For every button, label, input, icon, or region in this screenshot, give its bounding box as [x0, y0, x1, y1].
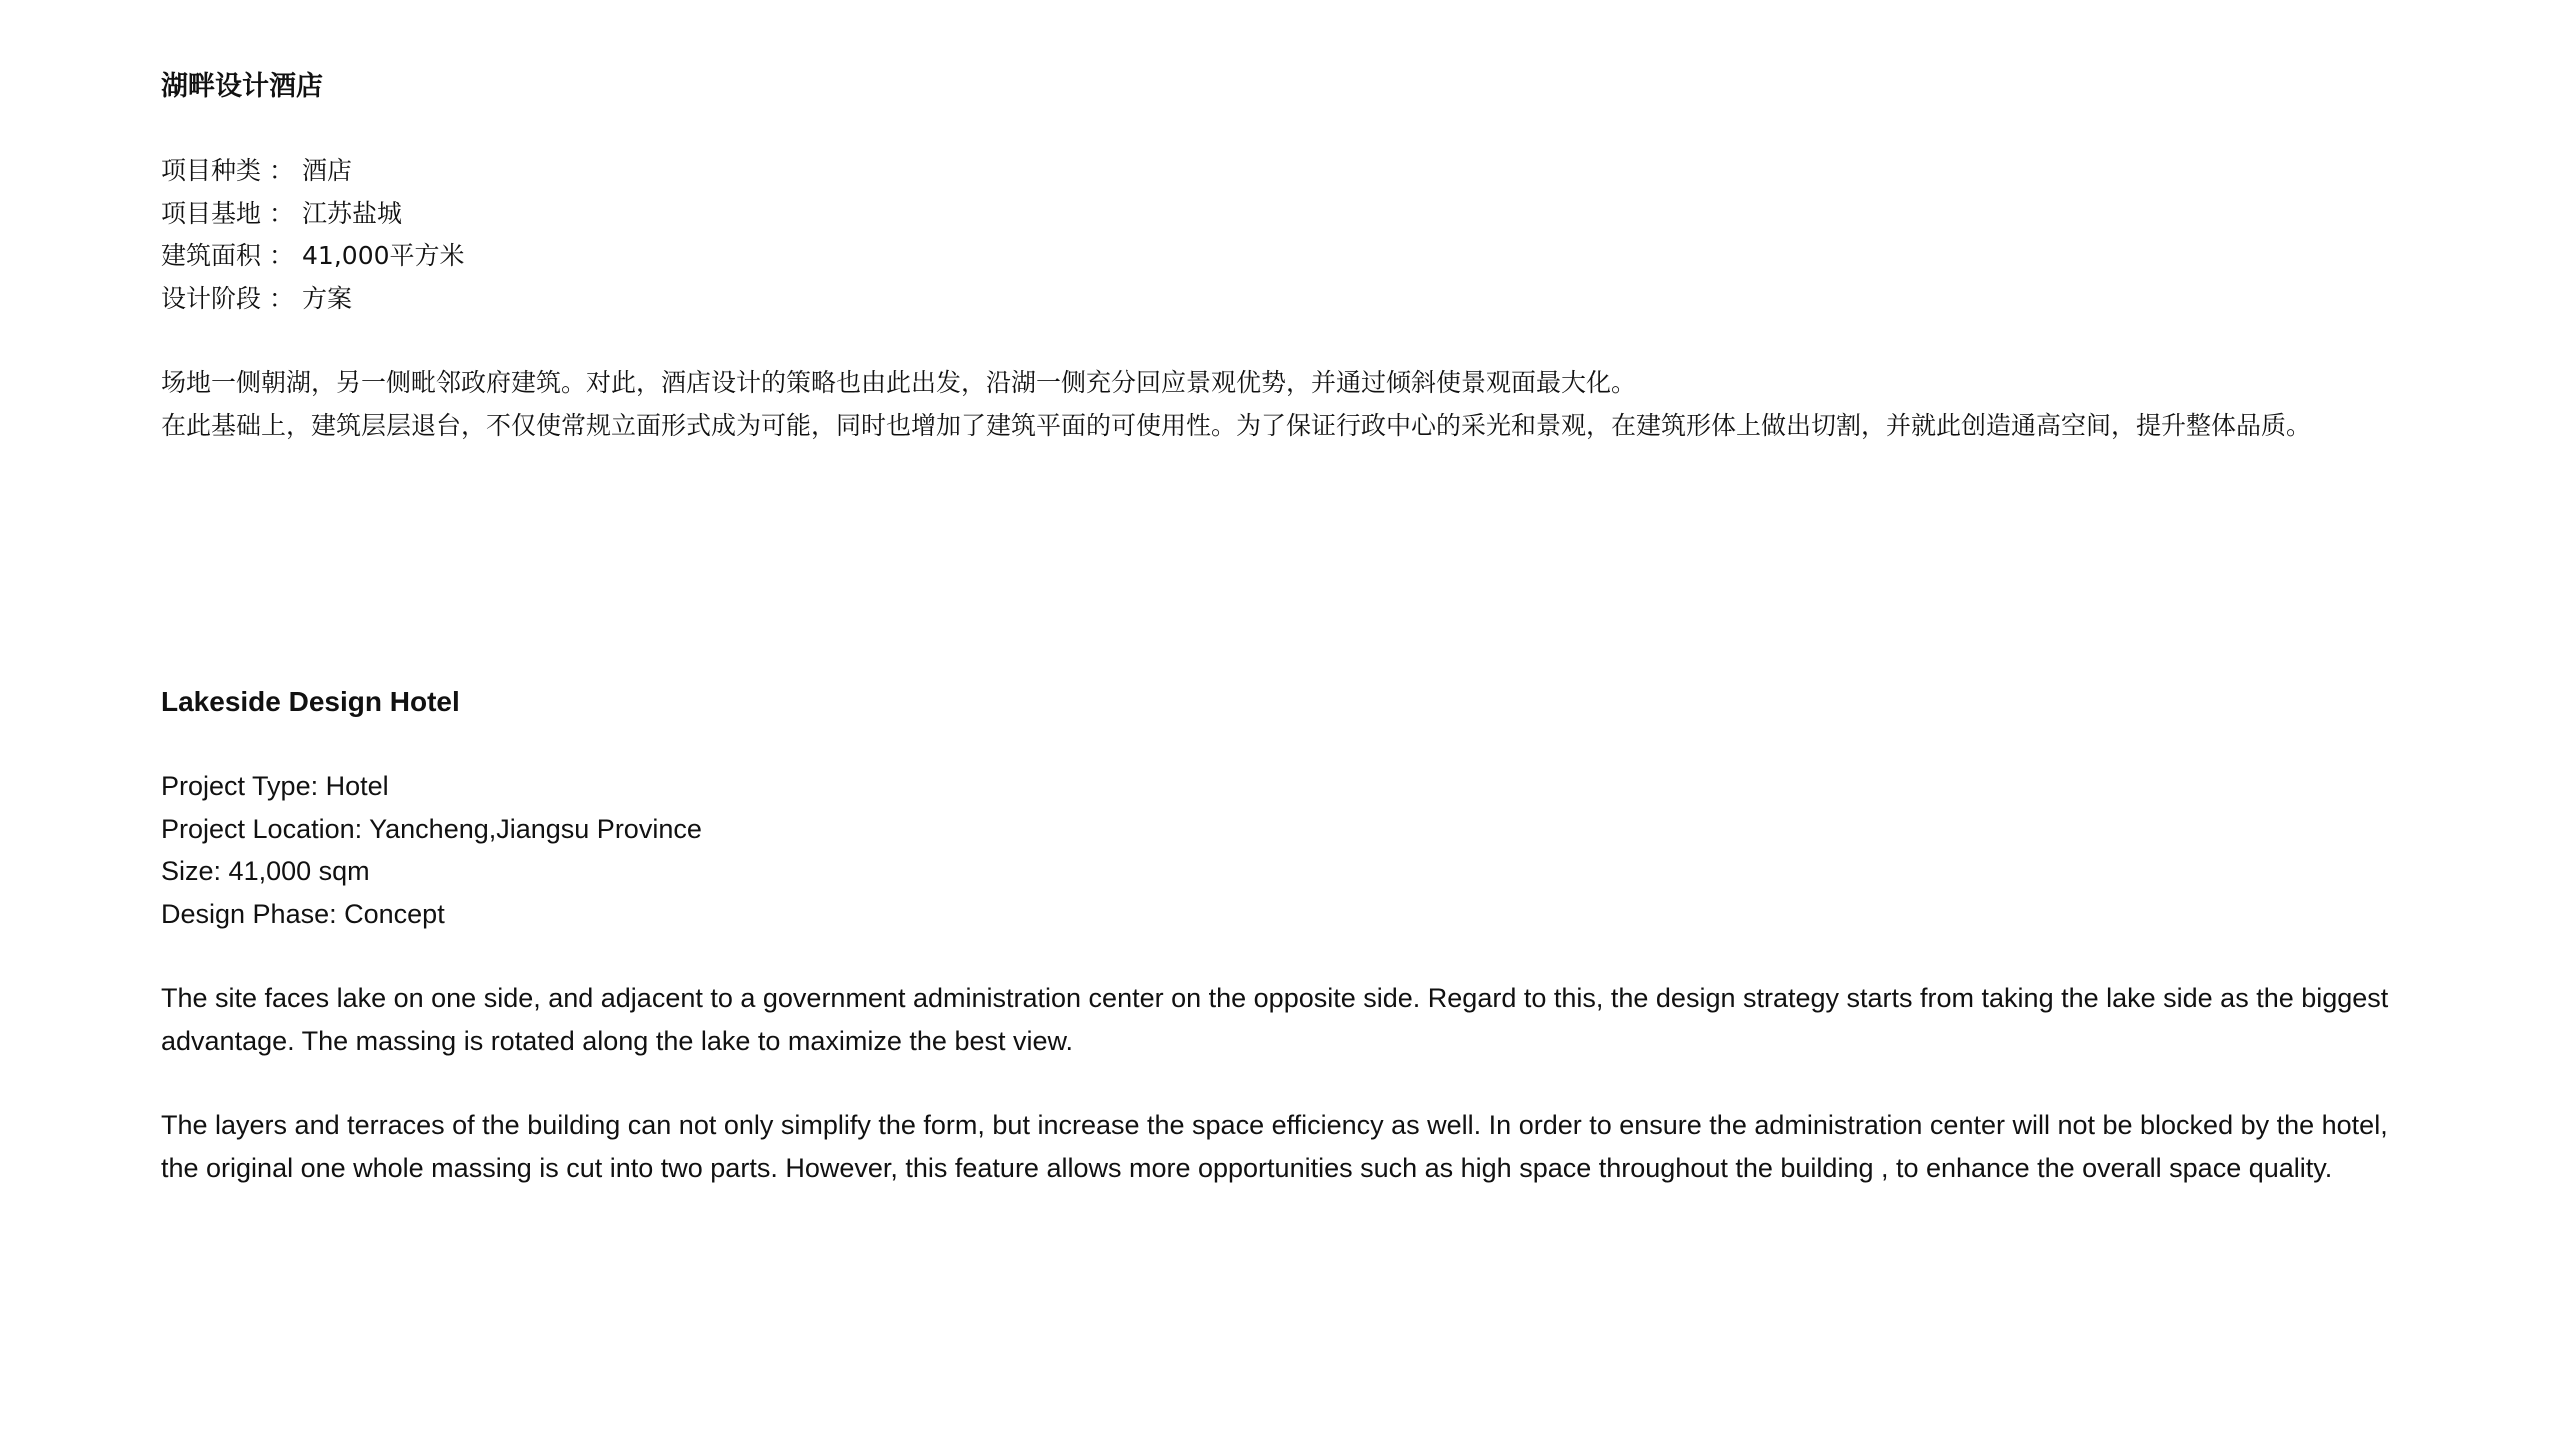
- info-value: Concept: [344, 898, 445, 929]
- info-value: Hotel: [325, 771, 389, 801]
- info-value: 江苏盐城: [302, 198, 403, 228]
- info-value: 41,000平方米: [302, 241, 465, 270]
- info-row-size-en: [161, 850, 2431, 893]
- info-label: Project Location:: [161, 813, 363, 844]
- info-label: 建筑面积: [161, 241, 262, 270]
- info-row-phase-en: [161, 893, 2431, 936]
- info-label: 设计阶段: [161, 283, 262, 313]
- info-row-area-cn: [161, 235, 2431, 278]
- info-label: Design Phase:: [161, 898, 337, 929]
- info-value: Yancheng,Jiangsu Province: [369, 813, 702, 844]
- info-separator: ：: [269, 241, 295, 270]
- info-label: Size:: [161, 856, 222, 886]
- info-value: 酒店: [302, 156, 353, 185]
- info-row-location-en: [161, 808, 2431, 851]
- info-label: 项目种类: [161, 156, 262, 185]
- project-title-en: Lakeside Design Hotel: [161, 686, 460, 717]
- description-paragraph-en-2: The layers and terraces of the building can not only simplify the form, but increase the space efficiency as well. In order to ensure the administration center will not be blocked by the hotel, the original one whole massing is cut into two parts. However, this feature allows more opportunities such as high space throughout the building , to enhance the overall space quality.: [161, 1110, 2388, 1183]
- info-separator: ：: [269, 283, 295, 313]
- project-info-en: [161, 765, 2431, 935]
- description-paragraph-cn-1: 场地一侧朝湖，另一侧毗邻政府建筑。对此，酒店设计的策略也由此出发，沿湖一侧充分回应景观优势，并通过倾斜使景观面最大化。: [161, 368, 1637, 397]
- info-row-type-cn: [161, 150, 2431, 193]
- info-value: 方案: [302, 283, 353, 313]
- info-value: 41,000 sqm: [228, 856, 370, 886]
- info-row-type-en: [161, 765, 2431, 808]
- project-info-cn: [161, 150, 2431, 320]
- info-separator: ：: [269, 198, 295, 228]
- english-section: [161, 681, 2431, 1189]
- info-row-phase-cn: [161, 278, 2431, 321]
- info-separator: ：: [269, 156, 295, 185]
- info-row-location-cn: [161, 193, 2431, 236]
- info-label: 项目基地: [161, 198, 262, 228]
- chinese-section: [161, 66, 2431, 447]
- description-paragraph-en-1: The site faces lake on one side, and adjacent to a government administration center on the opposite side. Regard to this, the design strategy starts from taking the lake side as the biggest advantage. The massing is rotated along the lake to maximize the best view.: [161, 983, 2389, 1056]
- description-paragraph-cn-2: 在此基础上，建筑层层退台，不仅使常规立面形式成为可能，同时也增加了建筑平面的可使用性。为了保证行政中心的采光和景观，在建筑形体上做出切割，并就此创造通高空间，提升整体品质。: [161, 410, 2312, 440]
- project-title-cn: 湖畔设计酒店: [161, 71, 323, 102]
- info-label: Project Type:: [161, 771, 319, 801]
